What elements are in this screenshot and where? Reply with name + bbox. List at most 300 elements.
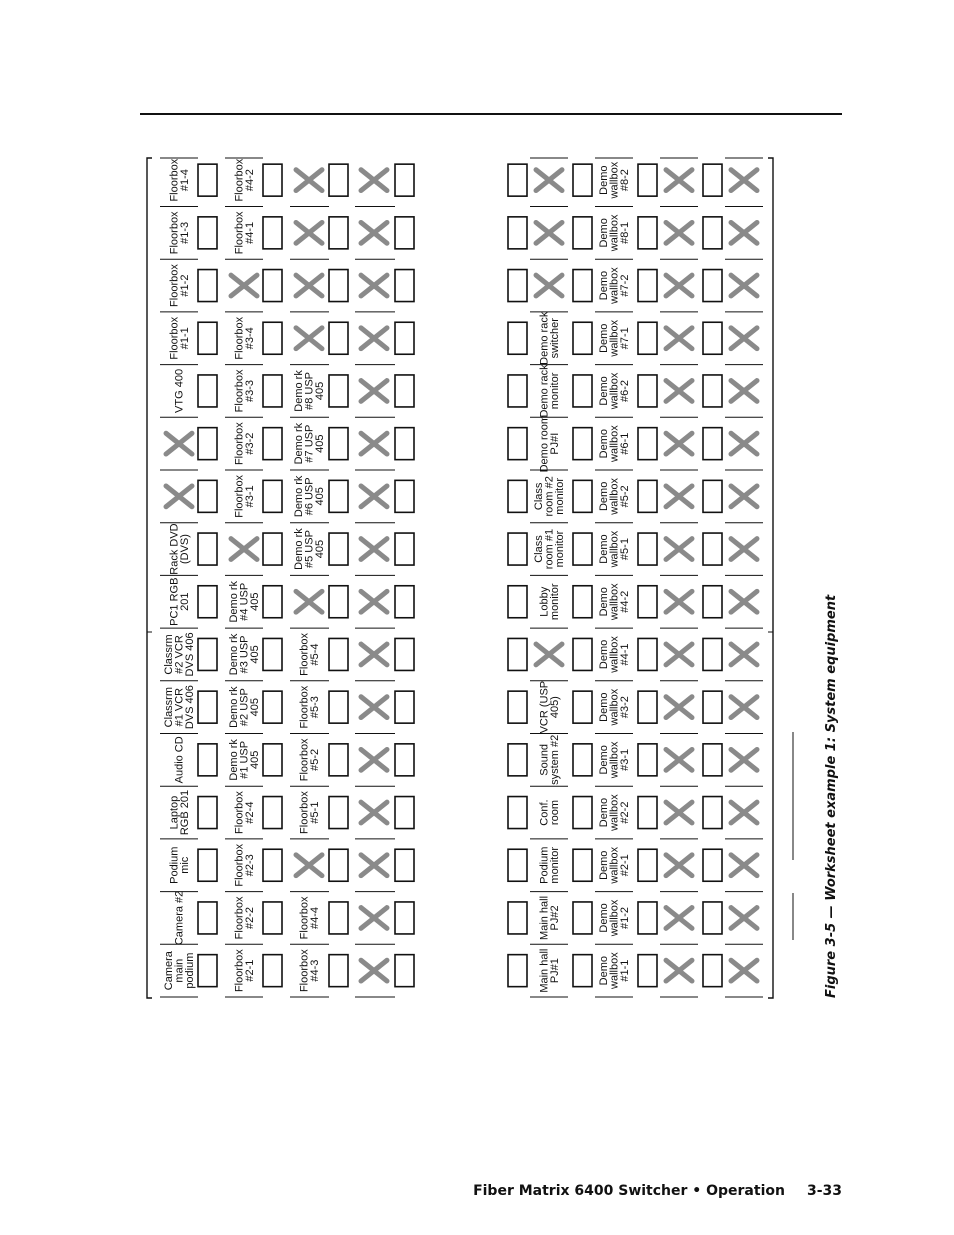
- left_bank-device-label-text: Demo rk: [228, 580, 240, 623]
- left_bank-device-label-text: Classrm: [163, 634, 175, 675]
- right_bank-device-label-text: Demo: [598, 639, 610, 670]
- left_bank-assign-box: [395, 270, 414, 302]
- right_bank-device-label-text: #5-2: [619, 485, 631, 508]
- right_bank-assign-box: [638, 217, 657, 249]
- left_bank-device-label-text: Floorbox: [233, 211, 246, 255]
- right_bank-device-label: [598, 636, 631, 674]
- left_bank-assign-box: [395, 533, 414, 565]
- left_bank-device-label: [233, 211, 256, 254]
- left_bank-unused-x-icon: [166, 433, 192, 454]
- left_bank-device-label: [163, 685, 196, 729]
- left_bank-device-label-text: 405: [249, 592, 261, 611]
- left_bank-device-label: [233, 316, 256, 359]
- right_bank-device-label-text: Demo: [598, 955, 610, 986]
- left_bank-device-label-text: Floorbox: [168, 264, 181, 307]
- left_bank-assign-box: [395, 428, 414, 460]
- right_bank-unused-x-icon: [666, 697, 692, 718]
- right_bank-assign-box: [573, 955, 592, 987]
- left_bank-device-label-text: #1-4: [178, 169, 191, 192]
- left_bank-device-label-text: #5-2: [308, 748, 321, 771]
- left_bank-assign-box: [329, 217, 348, 249]
- right_bank-assign-box: [573, 375, 592, 407]
- left_bank-device-label-text: Floorbox: [233, 316, 246, 360]
- right_bank-assign-box: [508, 480, 527, 512]
- right_bank-assign-box: [508, 955, 527, 987]
- left_bank-assign-box: [395, 322, 414, 354]
- left_bank-device-label: [233, 158, 256, 201]
- left_bank-device-label-text: Floorbox: [168, 211, 181, 255]
- right_bank-assign-box: [508, 586, 527, 618]
- right_bank-unused-x-icon: [666, 644, 692, 665]
- right_bank-device-label-text: #6-2: [619, 379, 631, 402]
- left_bank-device-label: [233, 369, 256, 412]
- left_bank-device-label-text: Floorbox: [233, 369, 246, 413]
- left_bank-assign-box: [198, 744, 217, 776]
- right_bank-device-label: [538, 847, 561, 884]
- left_bank-device-label-text: podium: [184, 952, 196, 989]
- right_bank-device-label-text: Demo: [598, 218, 610, 248]
- left_bank-assign-box: [329, 164, 348, 196]
- left_bank-assign-box: [329, 744, 348, 776]
- right_bank-assign-box: [508, 744, 527, 776]
- left_bank-assign-box: [329, 955, 348, 987]
- left_bank-unused-x-icon: [231, 539, 257, 560]
- left_bank-assign-box: [198, 691, 217, 723]
- right_bank-device-label-text: wallbox: [608, 214, 621, 252]
- left_bank-device-label-text: Demo rk: [293, 528, 305, 570]
- right_bank-device-label: [598, 530, 631, 568]
- left_bank-device-label-text: #3-3: [243, 379, 256, 402]
- right_bank-assign-box: [508, 217, 527, 249]
- left_bank-unused-x-icon: [361, 433, 387, 454]
- left_bank-device-label-text: Demo rk: [293, 475, 305, 518]
- right_bank-assign-box: [573, 902, 592, 934]
- right_bank-device-label: [538, 364, 561, 418]
- left_bank-device-label-text: 405: [314, 381, 326, 401]
- right_bank-device-label-text: #3-2: [619, 696, 631, 719]
- left_bank-unused-x-icon: [361, 275, 387, 296]
- right_bank-device-label-text: PJ#2: [548, 905, 561, 931]
- left_bank-device-label-text: #4-4: [308, 906, 321, 929]
- left_bank-assign-box: [395, 480, 414, 512]
- left_bank-unused-x-icon: [296, 591, 322, 612]
- left_bank-device-label-text: #4 USP: [238, 582, 251, 621]
- right_bank-assign-box: [508, 797, 527, 829]
- right_bank-device-label-text: wallbox: [608, 319, 621, 357]
- left_bank-assign-box: [329, 849, 348, 881]
- right_bank-device-label: [538, 583, 561, 620]
- right_bank-assign-box: [703, 217, 722, 249]
- left_bank-assign-box: [263, 849, 282, 881]
- left_bank-unused-x-icon: [361, 539, 387, 560]
- right_bank-assign-box: [573, 849, 592, 881]
- right_bank-assign-box: [508, 270, 527, 302]
- left_bank-assign-box: [329, 270, 348, 302]
- right_bank-device-label: [538, 311, 561, 365]
- left-bracket: [147, 158, 152, 998]
- right_bank-assign-box: [703, 902, 722, 934]
- left_bank-assign-box: [198, 164, 217, 196]
- left_bank-assign-box: [395, 797, 414, 829]
- right_bank-device-label: [598, 214, 631, 252]
- right_bank-device-label-text: Demo: [598, 165, 610, 195]
- right_bank-assign-box: [573, 270, 592, 302]
- right_bank-assign-box: [638, 164, 657, 196]
- left_bank-assign-box: [198, 322, 217, 354]
- right_bank-device-label: [598, 688, 631, 726]
- right_bank-device-label-text: PJ#1: [548, 958, 561, 984]
- left_bank-device-label: [233, 843, 256, 886]
- left_bank-device-label-text: Floorbox: [233, 422, 246, 466]
- left_bank-unused-x-icon: [361, 170, 387, 191]
- right_bank-unused-x-icon: [666, 539, 692, 560]
- right_bank-assign-box: [508, 164, 527, 196]
- left_bank-device-label: [168, 211, 191, 254]
- right_bank-device-label-text: wallbox: [608, 267, 621, 304]
- right_bank-device-label-text: Sound: [538, 743, 551, 776]
- right_bank-assign-box: [638, 744, 657, 776]
- left_bank-device-label-text: Camera #2: [173, 890, 186, 946]
- left_bank-device-label: [168, 847, 191, 884]
- right_bank-device-label-text: #8-2: [619, 169, 631, 192]
- right_bank-assign-box: [508, 902, 527, 934]
- right_bank-unused-x-icon: [731, 170, 757, 191]
- left_bank-unused-x-icon: [296, 170, 322, 191]
- left_bank-assign-box: [329, 638, 348, 670]
- left_bank-device-label-text: Demo rk: [293, 422, 305, 465]
- left_bank-device-label: [174, 736, 186, 783]
- left_bank-device-label-text: Demo rk: [293, 370, 305, 412]
- left_bank-device-label-text: Audio CD: [173, 736, 186, 784]
- right_bank-device-label: [538, 799, 561, 825]
- right_bank-device-label-text: #4-2: [619, 590, 631, 613]
- right_bank-assign-box: [703, 955, 722, 987]
- left_bank-device-label: [228, 739, 261, 781]
- left_bank-device-label: [298, 949, 321, 992]
- left_bank-device-label-text: DVS 406: [184, 685, 196, 730]
- left_bank-device-label-text: RGB 201: [178, 789, 191, 836]
- left_bank-device-label-text: #2-1: [243, 959, 256, 982]
- left_bank-unused-x-icon: [361, 328, 387, 349]
- right_bank-unused-x-icon: [731, 802, 757, 823]
- left_bank-assign-box: [198, 533, 217, 565]
- right_bank-assign-box: [703, 480, 722, 512]
- left_bank-unused-x-icon: [231, 275, 257, 296]
- left_bank-device-label-text: #3-2: [243, 432, 256, 455]
- right_bank-assign-box: [703, 849, 722, 881]
- left_bank-assign-box: [263, 480, 282, 512]
- right_bank-device-label: [598, 846, 631, 884]
- right_bank-unused-x-icon: [731, 644, 757, 665]
- right_bank-unused-x-icon: [536, 275, 562, 296]
- right_bank-assign-box: [573, 533, 592, 565]
- left_bank-assign-box: [395, 955, 414, 987]
- left_bank-unused-x-icon: [166, 486, 192, 507]
- left_bank-device-label-text: #5-1: [308, 801, 321, 824]
- right_bank-device-label-text: 405): [548, 696, 561, 719]
- right_bank-device-label-text: Demo rack: [538, 364, 551, 418]
- left_bank-assign-box: [329, 480, 348, 512]
- left_bank-unused-x-icon: [361, 802, 387, 823]
- left_bank-assign-box: [395, 902, 414, 934]
- right_bank-assign-box: [573, 217, 592, 249]
- right_bank-device-label-text: room #2: [543, 476, 556, 517]
- right_bank-unused-x-icon: [666, 328, 692, 349]
- right_bank-device-label-text: #1-2: [619, 906, 631, 929]
- right_bank-device-label: [538, 415, 561, 472]
- right_bank-device-label: [533, 529, 566, 569]
- left_bank-device-label-text: #1-1: [178, 327, 191, 350]
- right_bank-unused-x-icon: [731, 908, 757, 929]
- left_bank-device-label-text: #1-2: [178, 274, 191, 297]
- left_bank-device-label-text: #1 USP: [238, 740, 251, 779]
- left_bank-assign-box: [395, 586, 414, 618]
- left_bank-device-label-text: Floorbox: [298, 949, 311, 993]
- right_bank-device-label-text: room: [548, 800, 561, 826]
- left_bank-assign-box: [263, 586, 282, 618]
- right_bank-device-label: [538, 896, 561, 940]
- right_bank-assign-box: [638, 375, 657, 407]
- right_bank-unused-x-icon: [731, 591, 757, 612]
- right_bank-assign-box: [573, 797, 592, 829]
- right_bank-device-label-text: Lobby: [538, 586, 551, 617]
- left_bank-unused-x-icon: [296, 222, 322, 243]
- left_bank-unused-x-icon: [361, 960, 387, 981]
- right_bank-device-label-text: Demo: [598, 903, 610, 933]
- right_bank-unused-x-icon: [731, 749, 757, 770]
- right_bank-unused-x-icon: [536, 222, 562, 243]
- left_bank-device-label-text: #6 USP: [303, 477, 316, 516]
- left_bank-device-label-text: #3-4: [243, 327, 256, 350]
- right_bank-unused-x-icon: [731, 381, 757, 402]
- left_bank-assign-box: [329, 322, 348, 354]
- right_bank-device-label: [598, 161, 631, 199]
- right_bank-device-label: [598, 267, 631, 305]
- left_bank-assign-box: [198, 797, 217, 829]
- right_bank-assign-box: [703, 797, 722, 829]
- right_bank-device-label: [598, 899, 631, 937]
- left_bank-assign-box: [329, 428, 348, 460]
- right_bank-assign-box: [638, 955, 657, 987]
- left_bank-device-label-text: #5-4: [308, 643, 321, 666]
- right_bank-device-label-text: switcher: [548, 318, 561, 359]
- left_bank-device-label-text: Floorbox: [298, 738, 311, 782]
- left_bank-device-label-text: #8 USP: [303, 371, 316, 410]
- right_bank-device-label-text: VCR (USP: [538, 680, 551, 734]
- right_bank-device-label-text: Demo rack: [538, 311, 551, 365]
- right_bank-device-label-text: wallbox: [608, 636, 621, 673]
- left_bank-device-label: [163, 950, 196, 990]
- right_bank-device-label-text: #4-1: [619, 643, 631, 666]
- right_bank-device-label-text: Demo: [598, 428, 610, 459]
- right_bank-unused-x-icon: [536, 170, 562, 191]
- left_bank-device-label-text: Camera: [163, 951, 175, 991]
- left_bank-assign-box: [263, 533, 282, 565]
- right_bank-device-label-text: PJ#I: [548, 432, 561, 455]
- right_bank-device-label-text: Class: [533, 482, 545, 511]
- right_bank-assign-box: [573, 322, 592, 354]
- left_bank-unused-x-icon: [296, 328, 322, 349]
- left_bank-device-label-text: Demo rk: [228, 686, 240, 728]
- right_bank-assign-box: [638, 270, 657, 302]
- right_bank-assign-box: [703, 375, 722, 407]
- left_bank-assign-box: [263, 164, 282, 196]
- right_bank-device-label-text: Demo: [598, 323, 610, 353]
- figure-caption: Figure 3-5 — Worksheet example 1: System equipment: [824, 594, 839, 998]
- right_bank-device-label: [598, 952, 631, 990]
- right_bank-device-label: [538, 735, 561, 785]
- page-footer: [470, 1183, 842, 1205]
- right_bank-device-label-text: Demo room: [538, 414, 551, 473]
- right_bank-unused-x-icon: [731, 433, 757, 454]
- left_bank-device-label: [233, 949, 256, 992]
- right_bank-device-label: [533, 476, 566, 516]
- right_bank-device-label-text: room #1: [543, 528, 556, 570]
- left_bank-assign-box: [263, 270, 282, 302]
- left_bank-device-label-text: #2 USP: [238, 688, 251, 727]
- left_bank-device-label-text: main: [173, 958, 186, 983]
- left_bank-unused-x-icon: [361, 222, 387, 243]
- left_bank-assign-box: [395, 638, 414, 670]
- right_bank-assign-box: [703, 164, 722, 196]
- right_bank-device-label: [598, 425, 631, 463]
- left_bank-unused-x-icon: [361, 749, 387, 770]
- left_bank-assign-box: [329, 533, 348, 565]
- left_bank-assign-box: [263, 217, 282, 249]
- left_bank-unused-x-icon: [361, 644, 387, 665]
- left_bank-device-label: [163, 632, 196, 676]
- right_bank-assign-box: [703, 322, 722, 354]
- right_bank-unused-x-icon: [666, 433, 692, 454]
- left_bank-device-label: [228, 580, 261, 622]
- left_bank-device-label: [168, 264, 191, 307]
- left_bank-assign-box: [198, 902, 217, 934]
- right_bank-unused-x-icon: [666, 802, 692, 823]
- left_bank-assign-box: [395, 744, 414, 776]
- right_bank-device-label-text: #5-1: [619, 538, 631, 561]
- page-number: 3-33: [806, 1183, 842, 1199]
- left_bank-device-label-text: Rack DVD: [168, 523, 181, 575]
- right_bank-assign-box: [508, 533, 527, 565]
- left_bank-device-label: [174, 891, 186, 945]
- right_bank-assign-box: [508, 375, 527, 407]
- right_bank-unused-x-icon: [731, 486, 757, 507]
- right_bank-device-label-text: Demo: [598, 587, 610, 617]
- right_bank-device-label-text: #7-1: [619, 327, 631, 350]
- left_bank-device-label: [174, 369, 186, 413]
- right_bank-device-label-text: monitor: [548, 583, 561, 621]
- left_bank-device-label-text: Podium: [168, 846, 181, 884]
- left_bank-assign-box: [198, 217, 217, 249]
- left_bank-unused-x-icon: [361, 855, 387, 876]
- left_bank-device-label-text: #1 VCR: [173, 687, 186, 727]
- right_bank-device-label-text: Conf.: [538, 799, 551, 826]
- left_bank-assign-box: [263, 322, 282, 354]
- left_bank-assign-box: [395, 375, 414, 407]
- right_bank-assign-box: [638, 797, 657, 829]
- right_bank-assign-box: [508, 322, 527, 354]
- left_bank-device-label-text: Floorbox: [233, 843, 246, 887]
- right_bank-assign-box: [508, 428, 527, 460]
- left_bank-device-label: [168, 790, 191, 835]
- right_bank-device-label-text: Demo: [598, 745, 610, 775]
- left_bank-assign-box: [329, 902, 348, 934]
- left_bank-device-label: [168, 158, 191, 201]
- left_bank-device-label-text: #2-2: [243, 906, 256, 929]
- left_bank-device-label: [293, 422, 326, 464]
- right_bank-device-label-text: wallbox: [608, 952, 621, 989]
- right_bank-device-label-text: Demo: [598, 270, 610, 301]
- right_bank-device-label-text: #6-1: [619, 432, 631, 455]
- left_bank-device-label-text: #2-3: [243, 854, 256, 877]
- left_bank-device-label-text: Floorbox: [168, 158, 181, 202]
- left_bank-device-label-text: #4-3: [308, 959, 321, 982]
- left_bank-device-label-text: Demo rk: [228, 739, 240, 781]
- right_bank-unused-x-icon: [666, 591, 692, 612]
- right_bank-assign-box: [508, 638, 527, 670]
- right_bank-device-label-text: Class: [533, 535, 545, 563]
- left_bank-device-label: [228, 633, 261, 675]
- left_bank-device-label-text: Floorbox: [233, 896, 246, 940]
- left_bank-device-label-text: mic: [178, 856, 191, 874]
- right_bank-device-label: [598, 372, 631, 410]
- left_bank-device-label-text: 405: [314, 539, 326, 559]
- right_bank-assign-box: [573, 744, 592, 776]
- footer-title: Fiber Matrix 6400 Switcher • Operation: [473, 1183, 785, 1199]
- right_bank-device-label: [598, 583, 631, 621]
- right_bank-device-label-text: #2-1: [619, 854, 631, 877]
- left_bank-device-label-text: #3-1: [243, 485, 256, 508]
- right_bank-assign-box: [573, 691, 592, 723]
- left_bank-device-label-text: 405: [249, 645, 261, 664]
- right_bank-assign-box: [638, 638, 657, 670]
- left_bank-device-label-text: 405: [314, 487, 326, 506]
- left_bank-device-label-text: 405: [249, 750, 261, 770]
- left_bank-assign-box: [198, 586, 217, 618]
- left_bank-unused-x-icon: [361, 486, 387, 507]
- left_bank-device-label-text: Floorbox: [298, 633, 311, 676]
- left_bank-assign-box: [263, 638, 282, 670]
- right_bank-device-label-text: Demo: [598, 376, 610, 406]
- left_bank-device-label-text: #4-1: [243, 221, 256, 244]
- left_bank-device-label-text: 405: [249, 697, 261, 717]
- left_bank-assign-box: [263, 955, 282, 987]
- left_bank-assign-box: [395, 217, 414, 249]
- right_bank-unused-x-icon: [666, 960, 692, 981]
- left_bank-device-label-text: #2 VCR: [173, 635, 186, 674]
- left_bank-device-label-text: Demo rk: [228, 633, 240, 676]
- left_bank-assign-box: [263, 744, 282, 776]
- right_bank-device-label-text: wallbox: [608, 899, 621, 937]
- left_bank-device-label-text: Laptop: [168, 795, 181, 830]
- left_bank-device-label: [233, 474, 256, 517]
- right_bank-unused-x-icon: [536, 644, 562, 665]
- left_bank-device-label-text: #7 USP: [303, 424, 316, 463]
- right_bank-unused-x-icon: [731, 697, 757, 718]
- right_bank-assign-box: [638, 849, 657, 881]
- right_bank-assign-box: [638, 322, 657, 354]
- left_bank-device-label-text: Floorbox: [168, 316, 181, 360]
- left_bank-assign-box: [395, 849, 414, 881]
- right_bank-device-label-text: monitor: [554, 478, 566, 515]
- left_bank-device-label: [233, 791, 256, 834]
- left_bank-device-label-text: Classrm: [163, 686, 175, 728]
- left_bank-device-label: [228, 686, 261, 728]
- left_bank-device-label-text: VTG 400: [173, 368, 186, 413]
- right-bracket: [768, 158, 773, 998]
- left_bank-unused-x-icon: [296, 855, 322, 876]
- right_bank-unused-x-icon: [666, 222, 692, 243]
